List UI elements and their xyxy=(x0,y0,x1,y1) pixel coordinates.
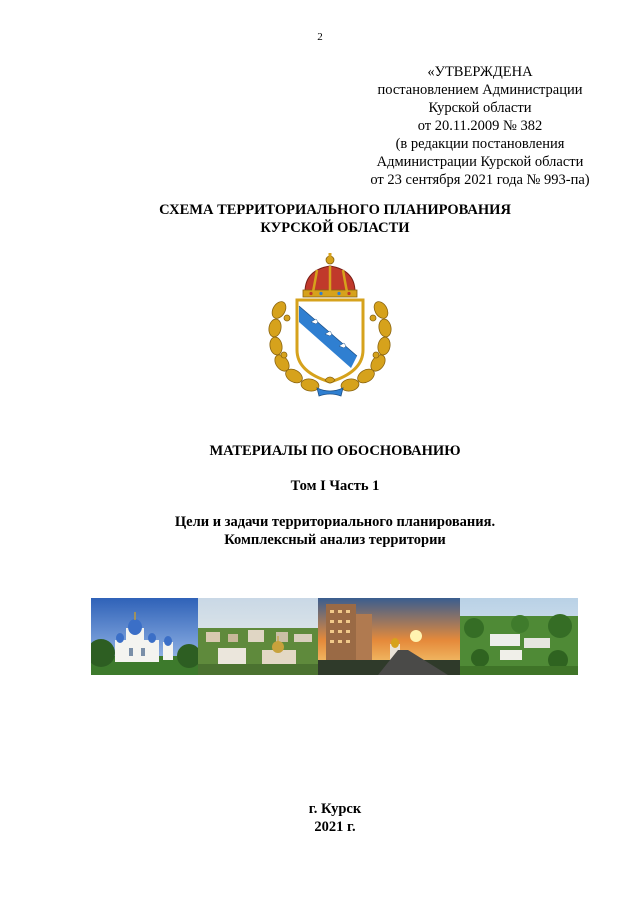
crown-icon xyxy=(303,253,357,297)
approval-line: Курской области xyxy=(428,100,532,116)
approval-line: постановлением Администрации xyxy=(377,82,583,98)
volume-label: Том I Часть 1 xyxy=(290,478,380,494)
photo-collage xyxy=(91,598,578,675)
approval-stamp xyxy=(330,63,630,189)
sunset-street-photo-icon xyxy=(318,598,460,675)
approval-line: от 20.11.2009 № 382 xyxy=(417,118,543,134)
church-photo-icon xyxy=(91,598,198,675)
document-title-line1: СХЕМА ТЕРРИТОРИАЛЬНОГО ПЛАНИРОВАНИЯ xyxy=(159,202,511,218)
ribbon-icon xyxy=(317,388,343,396)
kursk-coat-of-arms-icon xyxy=(265,252,395,398)
approval-line: (в редакции постановления xyxy=(395,136,565,152)
footer-place-date xyxy=(0,800,640,836)
approval-line: от 23 сентября 2021 года № 993-па) xyxy=(370,172,590,188)
approval-line: «УТВЕРЖДЕНА xyxy=(427,64,533,80)
document-subtitle-line2: Комплексный анализ территории xyxy=(224,532,446,548)
footer-year: 2021 г. xyxy=(314,819,356,835)
approval-line: Администрации Курской области xyxy=(376,154,584,170)
document-title xyxy=(0,201,640,237)
document-subtitle-line1: Цели и задачи территориального планирования. xyxy=(174,514,496,530)
document-title-line2: КУРСКОЙ ОБЛАСТИ xyxy=(260,220,410,236)
footer-city: г. Курск xyxy=(308,801,362,817)
shield-icon xyxy=(297,300,363,382)
page-number: 2 xyxy=(317,31,323,43)
section-title: МАТЕРИАЛЫ ПО ОБОСНОВАНИЮ xyxy=(209,443,461,459)
document-subtitle xyxy=(0,513,640,549)
city-panorama-photo-icon xyxy=(198,598,318,675)
green-town-photo-icon xyxy=(460,598,578,675)
